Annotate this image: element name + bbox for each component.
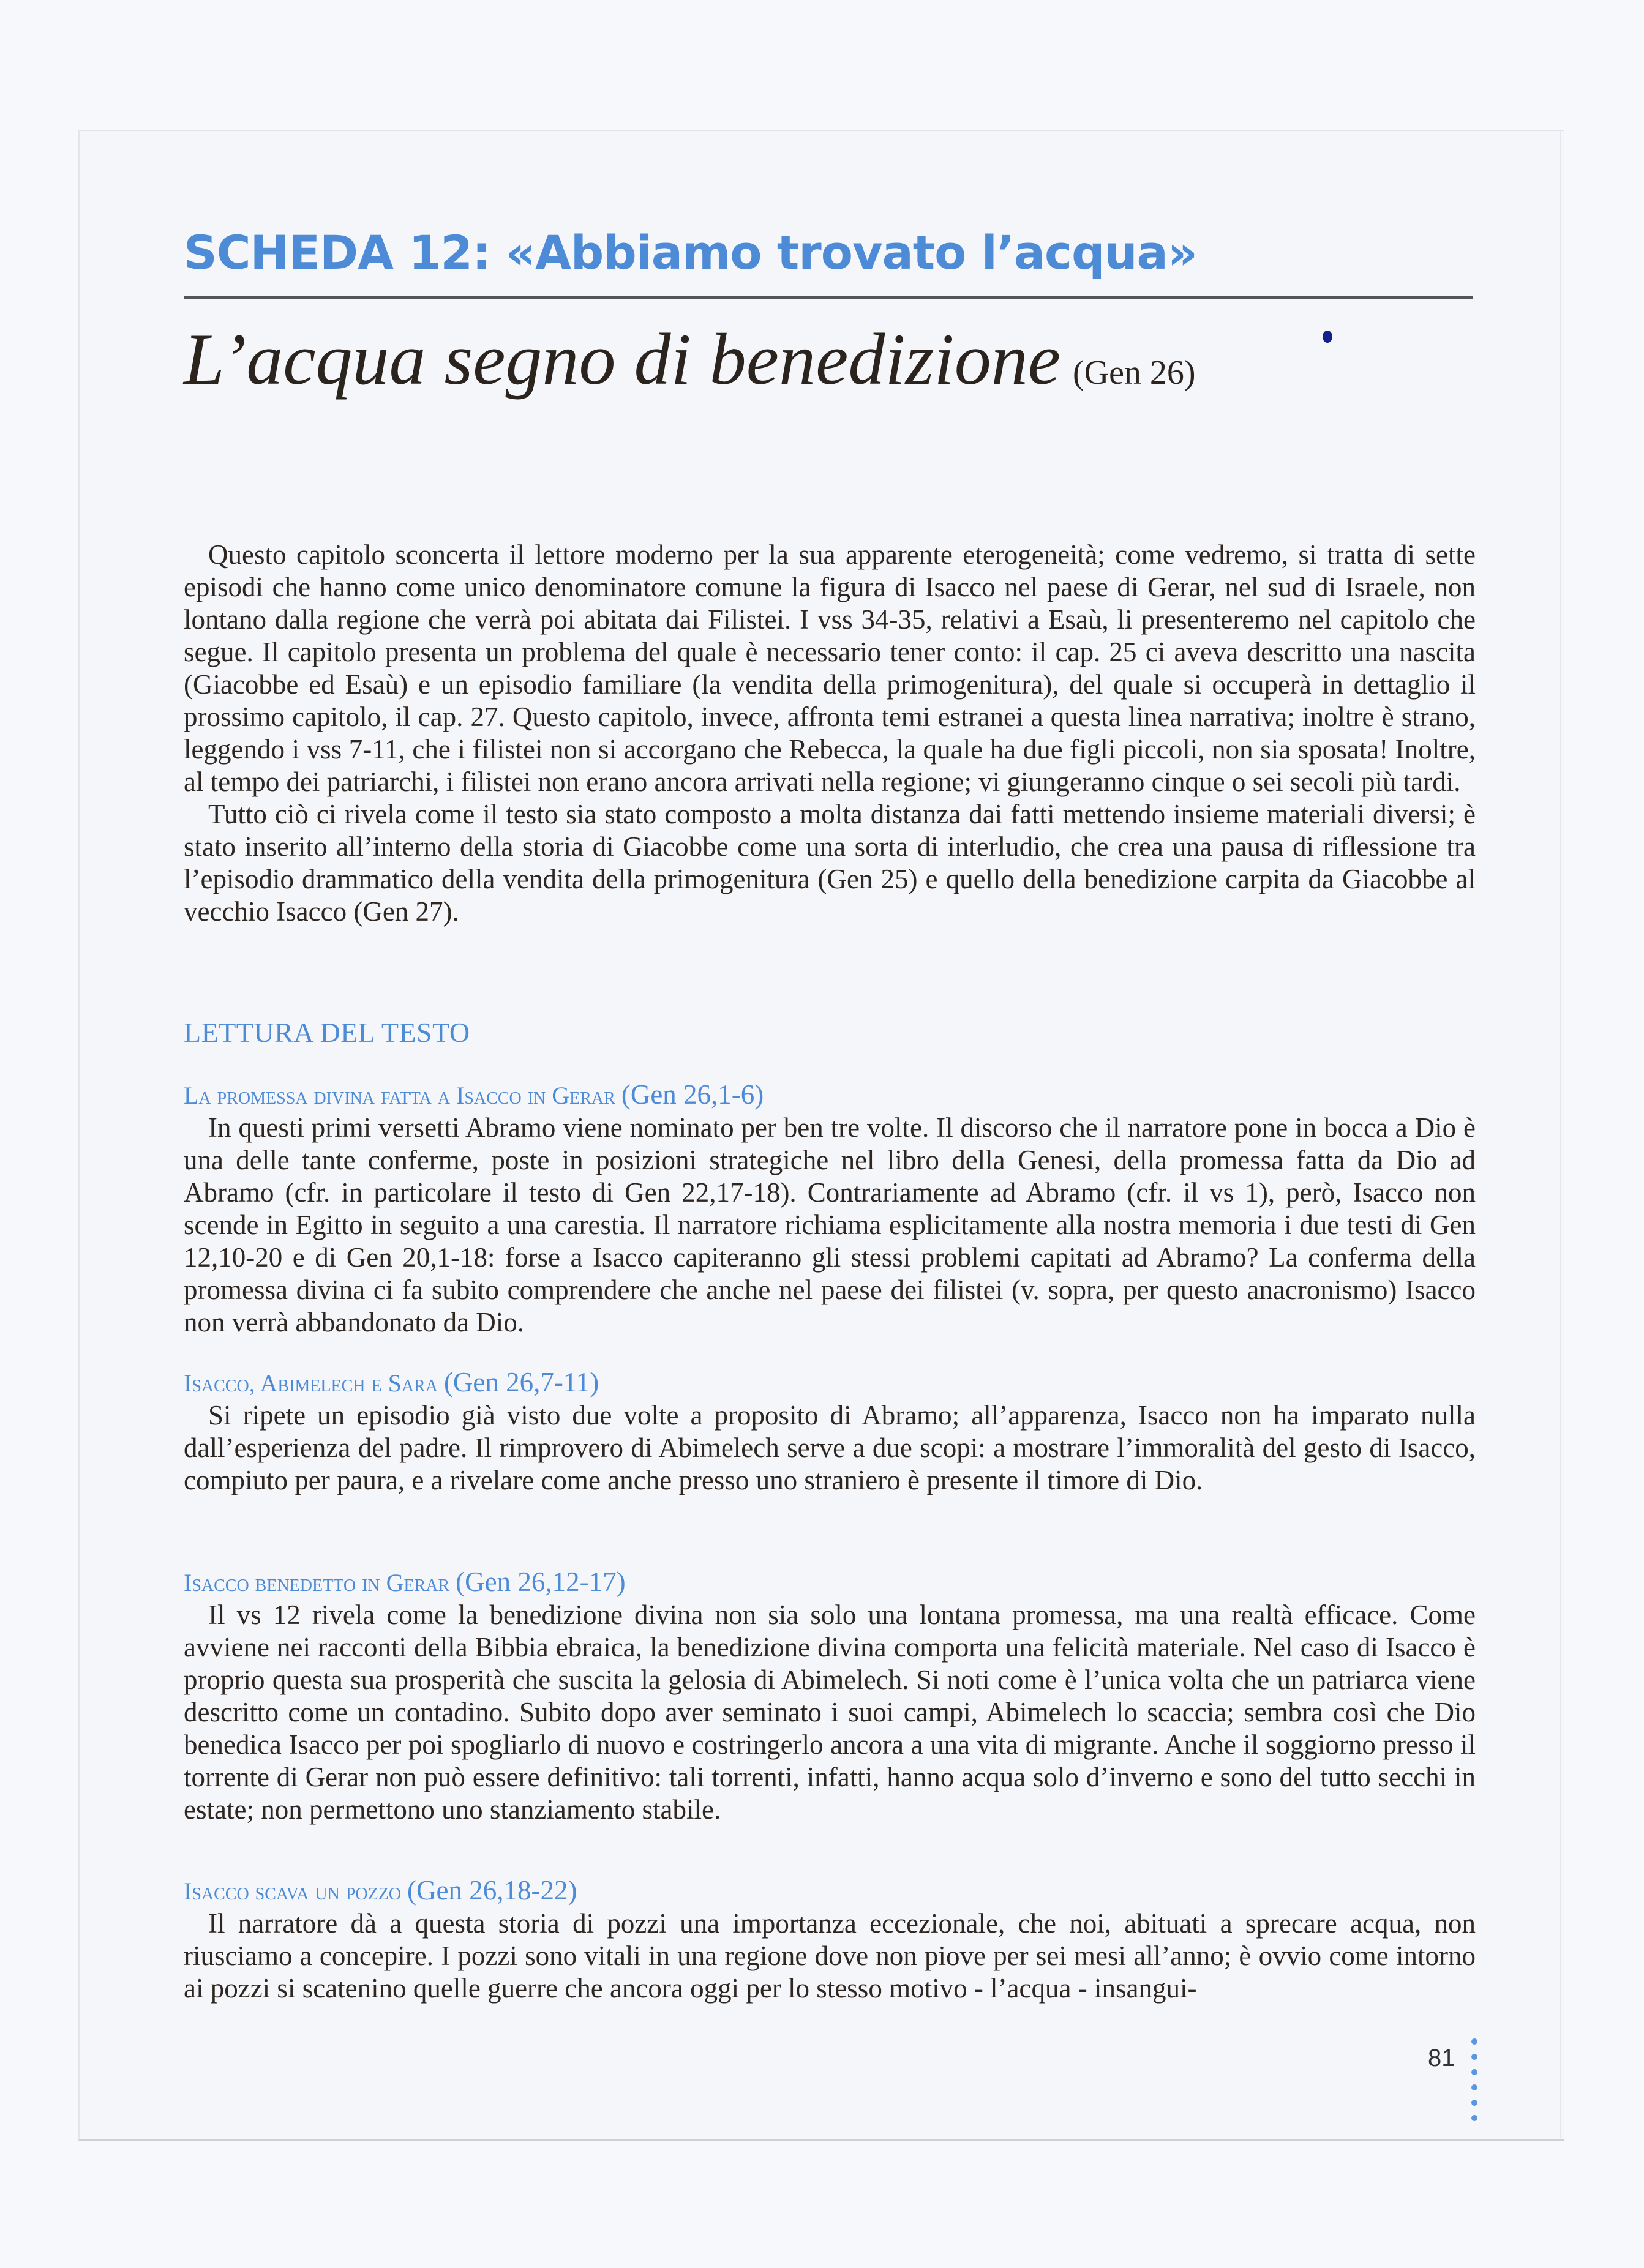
subheading bbox=[184, 1874, 1476, 1907]
section-benedetto bbox=[184, 1566, 1476, 1826]
subheading-reference: (Gen 26,7-11) bbox=[443, 1367, 599, 1398]
section-paragraph: Il narratore dà a questa storia di pozzi una importanza eccezionale, che noi, abituati a sprecare acqua, non riusciamo a concepire. I pozzi sono vitali in una regione dove non piove per sei mesi all’anno; è ovvio come intorno ai pozzi si scatenino quelle guerre che ancora oggi per lo stesso motivo - l’acqua - insangui- bbox=[184, 1908, 1476, 2004]
section-heading: LETTURA DEL TESTO bbox=[184, 1017, 470, 1048]
dot-icon bbox=[1471, 2069, 1477, 2075]
section-paragraph: Si ripete un episodio già visto due volte a proposito di Abramo; all’apparenza, Isacco non ha imparato nulla dall’esperienza del padre. Il rimprovero di Abimelech serve a due scopi: a mostrare l’immoralità del gesto di Isacco, compiuto per paura, e a rivelare come anche presso uno straniero è presente il timore di Dio. bbox=[184, 1400, 1476, 1495]
dot-icon bbox=[1471, 2054, 1477, 2060]
section-pozzo bbox=[184, 1874, 1476, 2005]
scheda-title: SCHEDA 12: «Abbiamo trovato l’acqua» bbox=[184, 225, 1197, 280]
subheading bbox=[184, 1566, 1476, 1599]
subheading-title: La promessa divina fatta a Isacco in Gerar bbox=[184, 1082, 615, 1109]
page-number: 81 bbox=[1428, 2045, 1455, 2072]
subheading bbox=[184, 1366, 1476, 1399]
title-rule bbox=[184, 296, 1473, 299]
dot-icon bbox=[1471, 2115, 1477, 2121]
section-paragraph: In questi primi versetti Abramo viene nominato per ben tre volte. Il discorso che il narratore pone in bocca a Dio è una delle tante conferme, poste in posizioni strategiche nel libro della Genesi, della promessa fatta da Dio ad Abramo (cfr. in particolare il testo di Gen 22,17-18). Contrariamente ad Abramo (cfr. il vs 1), però, Isacco non scende in Egitto in seguito a una carestia. Il narratore richiama esplicitamente alla nostra memoria i due testi di Gen 12,10-20 e di Gen 20,1-18: forse a Isacco capiteranno gli stessi problemi capitati ad Abramo? La conferma della promessa divina ci fa subito comprendere che anche nel paese dei filistei (v. sopra, per questo anacronismo) Isacco non verrà abbandonato da Dio. bbox=[184, 1112, 1476, 1338]
intro-paragraph: Tutto ciò ci rivela come il testo sia stato composto a molta distanza dai fatti mettendo insieme materiali diversi; è stato inserito all’interno della storia di Giacobbe come una sorta di interludio, che crea una pausa di riflessione tra l’episodio drammatico della vendita della primogenitura (Gen 25) e quello della benedizione carpita da Giacobbe al vecchio Isacco (Gen 27). bbox=[184, 799, 1476, 927]
chapter-subtitle bbox=[184, 317, 1196, 402]
intro-paragraph: Questo capitolo sconcerta il lettore moderno per la sua apparente eterogeneità; come vedremo, si tratta di sette episodi che hanno come unico denominatore comune la figura di Isacco nel paese di Gerar, nel sud di Israele, non lontano dalla regione che verrà poi abitata dai Filistei. I vss 34-35, relativi a Esaù, li presenteremo nel capitolo che segue. Il capitolo presenta un problema del quale è necessario tener conto: il cap. 25 ci aveva descritto una nascita (Giacobbe ed Esaù) e un episodio familiare (la vendita della primogenitura), del quale si occuperà in dettaglio il prossimo capitolo, il cap. 27. Questo capitolo, invece, affronta temi estranei a questa linea narrativa; inoltre è strano, leggendo i vss 7-11, che i filistei non si accorgano che Rebecca, la quale ha due figli piccoli, non sia sposata! Inoltre, al tempo dei patriarchi, i filistei non erano ancora arrivati nella regione; vi giungeranno cinque o sei secoli più tardi. bbox=[184, 539, 1476, 797]
dot-icon bbox=[1471, 2100, 1477, 2106]
subheading-title: Isacco benedetto in Gerar bbox=[184, 1569, 450, 1596]
subheading-title: Isacco, Abimelech e Sara bbox=[184, 1369, 438, 1397]
subheading bbox=[184, 1079, 1476, 1112]
page-edge bbox=[1560, 130, 1561, 2138]
section-paragraph: Il vs 12 rivela come la benedizione divina non sia solo una lontana promessa, ma una realtà efficace. Come avviene nei racconti della Bibbia ebraica, la benedizione divina comporta una felicità materiale. Nel caso di Isacco è proprio questa sua prosperità che suscita la gelosia di Abimelech. Si noti come è l’unica volta che un patriarca viene descritto come un contadino. Subito dopo aver seminato i suoi campi, Abimelech lo scaccia; sembra così che Dio benedica Isacco per poi spogliarlo di nuovo e costringerlo ancora a una vita di migrante. Anche il soggiorno presso il torrente di Gerar non può essere definitivo: tali torrenti, infatti, hanno acqua solo d’inverno e sono del tutto secchi in estate; non permettono uno stanziamento stabile. bbox=[184, 1600, 1476, 1825]
subheading-reference: (Gen 26,12-17) bbox=[456, 1566, 626, 1597]
dot-icon bbox=[1471, 2084, 1477, 2090]
section-promessa bbox=[184, 1079, 1476, 1339]
ink-dot bbox=[1323, 331, 1332, 343]
decorative-dots bbox=[1471, 2038, 1477, 2130]
subtitle-text: L’acqua segno di benedizione bbox=[184, 318, 1060, 400]
subheading-reference: (Gen 26,18-22) bbox=[407, 1875, 577, 1906]
subheading-reference: (Gen 26,1-6) bbox=[621, 1079, 764, 1110]
section-abimelech bbox=[184, 1366, 1476, 1497]
subheading-title: Isacco scava un pozzo bbox=[184, 1877, 402, 1905]
subtitle-reference: (Gen 26) bbox=[1072, 354, 1196, 392]
intro-text bbox=[184, 539, 1476, 928]
dot-icon bbox=[1471, 2038, 1477, 2045]
